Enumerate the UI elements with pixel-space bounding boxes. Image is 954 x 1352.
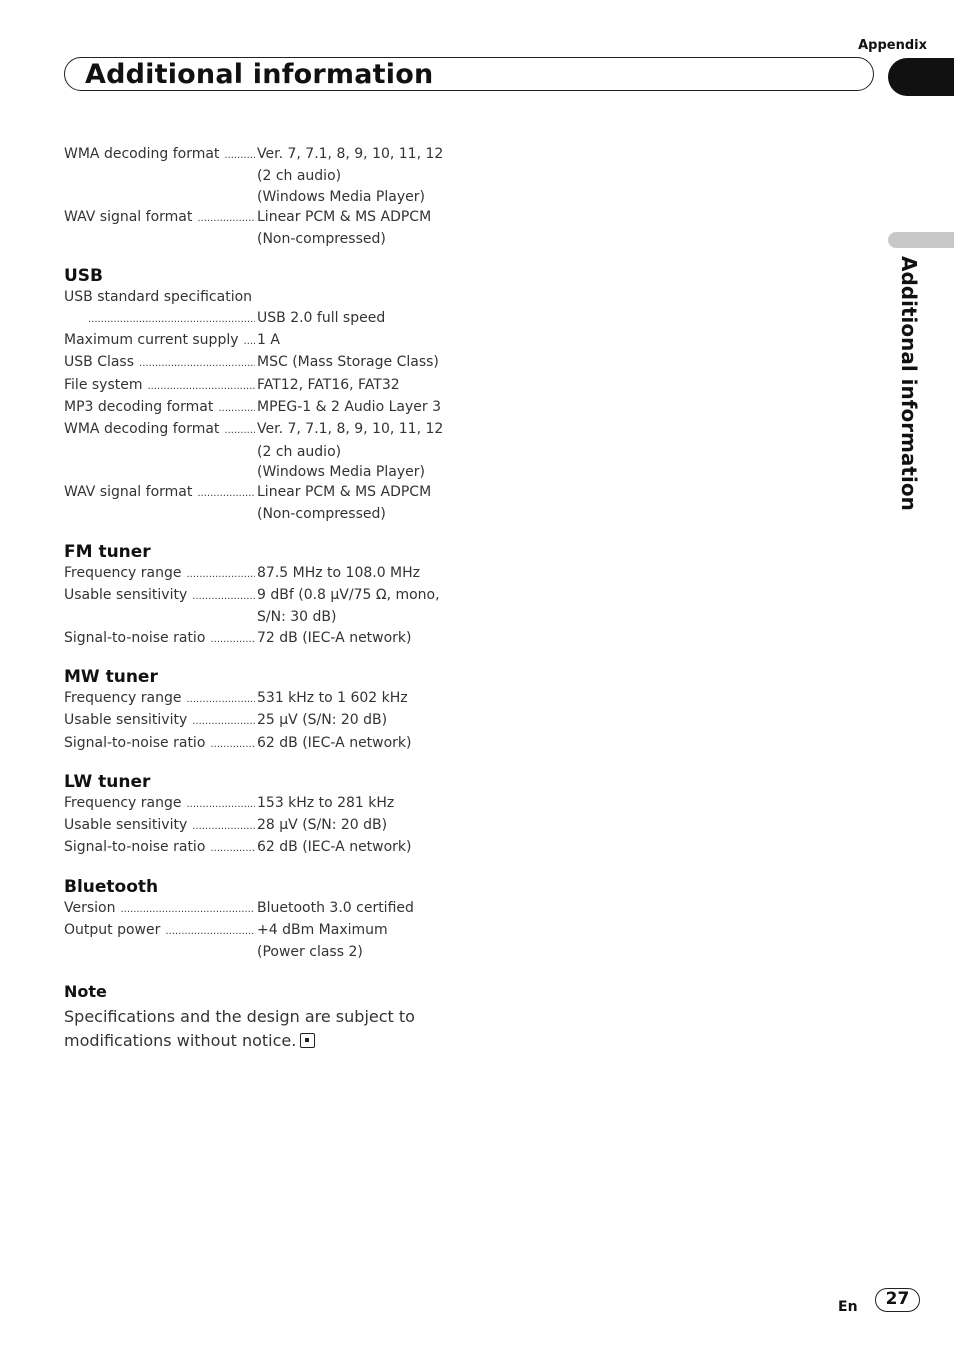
- spec-label-text: USB Class: [64, 354, 135, 371]
- dot-leader: [139, 352, 255, 374]
- spec-value: Ver. 7, 7.1, 8, 9, 10, 11, 12: [257, 146, 444, 162]
- spec-row: [64, 607, 464, 627]
- spec-value: MPEG-1 & 2 Audio Layer 3: [257, 398, 441, 415]
- dot-leader: [192, 815, 255, 837]
- page-title: Additional information: [85, 59, 434, 90]
- section-heading: USB: [64, 266, 104, 287]
- spec-label-text: WAV signal format: [64, 208, 193, 225]
- section-heading: Bluetooth: [64, 876, 159, 897]
- spec-label: [64, 442, 257, 462]
- section-heading: FM tuner: [64, 541, 151, 562]
- spec-label: [64, 837, 257, 859]
- spec-label: [64, 330, 257, 352]
- note-heading: Note: [64, 981, 107, 1001]
- spec-value: 62 dB (IEC-A network): [257, 839, 412, 856]
- dot-leader: [186, 688, 255, 710]
- section-tab-grey: [888, 232, 954, 248]
- spec-row: [64, 898, 464, 920]
- spec-row: [64, 187, 464, 207]
- spec-label: [64, 187, 257, 207]
- spec-label: [64, 710, 257, 732]
- spec-label: [64, 815, 257, 837]
- spec-row: [64, 563, 464, 585]
- dot-leader: [224, 419, 255, 441]
- note-body: Specifications and the design are subject to modifications without notice.: [64, 1006, 415, 1050]
- dot-leader: [210, 837, 255, 859]
- spec-label: [64, 308, 257, 330]
- spec-row: [64, 628, 464, 650]
- spec-value: 9 dBf (0.8 µV/75 Ω, mono,: [257, 587, 440, 604]
- spec-label-text: Maximum current supply: [64, 332, 239, 349]
- title-bar: [64, 57, 874, 91]
- spec-row: [64, 688, 464, 710]
- spec-value: 72 dB (IEC-A network): [257, 629, 412, 646]
- spec-label: [64, 352, 257, 374]
- spec-row: [64, 920, 464, 942]
- spec-value: (Windows Media Player): [257, 188, 425, 205]
- spec-row: [64, 733, 464, 755]
- spec-label-text: File system: [64, 376, 143, 393]
- spec-value: 153 kHz to 281 kHz: [257, 794, 395, 811]
- spec-row: [64, 710, 464, 732]
- language-code: En: [838, 1299, 858, 1315]
- spec-label: [64, 375, 257, 397]
- spec-label: [64, 607, 257, 627]
- spec-label-text: Frequency range: [64, 689, 182, 706]
- spec-row: [64, 166, 464, 186]
- page-number: 27: [875, 1288, 920, 1312]
- spec-value: 87.5 MHz to 108.0 MHz: [257, 564, 421, 581]
- spec-label-text: Usable sensitivity: [64, 712, 188, 729]
- spec-label: [64, 397, 257, 419]
- spec-row: [64, 942, 464, 962]
- stop-square-icon: [300, 1033, 315, 1048]
- spec-row: [64, 375, 464, 397]
- spec-row: [64, 352, 464, 374]
- spec-label: [64, 166, 257, 186]
- spec-value: 531 kHz to 1 602 kHz: [257, 689, 408, 706]
- appendix-label: Appendix: [858, 38, 927, 53]
- spec-row: [64, 482, 464, 504]
- spec-label-text: Signal-to-noise ratio: [64, 734, 206, 751]
- spec-label: [64, 942, 257, 962]
- spec-label-text: WMA decoding format: [64, 146, 220, 162]
- spec-label: [64, 144, 257, 166]
- spec-row: [64, 837, 464, 859]
- spec-value: (2 ch audio): [257, 168, 342, 185]
- spec-row: [64, 330, 464, 352]
- spec-label-text: Output power: [64, 922, 161, 939]
- dot-leader: [197, 482, 255, 504]
- spec-label-text: MP3 decoding format: [64, 398, 214, 415]
- spec-value: S/N: 30 dB): [257, 609, 337, 626]
- spec-value: (Power class 2): [257, 944, 363, 961]
- dot-leader: [210, 628, 255, 650]
- spec-row: [64, 287, 464, 307]
- dot-leader: [218, 397, 255, 419]
- section-tab-black: [888, 58, 954, 96]
- dot-leader: [120, 898, 255, 920]
- dot-leader: [192, 710, 255, 732]
- spec-label-text: USB standard specification: [64, 289, 253, 306]
- dot-leader: [165, 920, 255, 942]
- spec-label: [64, 462, 257, 482]
- spec-label: [64, 688, 257, 710]
- spec-value: (Non-compressed): [257, 231, 386, 248]
- spec-value: 28 µV (S/N: 20 dB): [257, 817, 388, 834]
- spec-value: +4 dBm Maximum: [257, 922, 388, 939]
- spec-label: [64, 504, 257, 524]
- spec-label-text: Signal-to-noise ratio: [64, 839, 206, 856]
- spec-label-text: WAV signal format: [64, 484, 193, 501]
- spec-row: [64, 815, 464, 837]
- spec-row: [64, 419, 464, 441]
- dot-leader: [210, 733, 255, 755]
- spec-row: [64, 585, 464, 607]
- spec-label: [64, 628, 257, 650]
- spec-label: [64, 585, 257, 607]
- spec-row: [64, 793, 464, 815]
- spec-label: [64, 733, 257, 755]
- spec-label: [64, 287, 252, 307]
- spec-value: FAT12, FAT16, FAT32: [257, 376, 400, 393]
- spec-label-text: Usable sensitivity: [64, 817, 188, 834]
- dot-leader: [186, 563, 255, 585]
- spec-label: [64, 563, 257, 585]
- spec-row: [64, 308, 464, 330]
- spec-label-text: WMA decoding format: [64, 421, 220, 438]
- spec-row: [64, 442, 464, 462]
- spec-value: Bluetooth 3.0 certified: [257, 899, 414, 916]
- spec-label: [64, 920, 257, 942]
- spec-value: (2 ch audio): [257, 443, 342, 460]
- spec-label-text: Frequency range: [64, 564, 182, 581]
- spec-value: MSC (Mass Storage Class): [257, 354, 439, 371]
- spec-row: [64, 144, 464, 166]
- dot-leader: [192, 585, 255, 607]
- spec-value: 62 dB (IEC-A network): [257, 734, 412, 751]
- spec-label: [64, 229, 257, 249]
- spec-content: [64, 144, 464, 1053]
- spec-label-text: Signal-to-noise ratio: [64, 629, 206, 646]
- spec-value: Linear PCM & MS ADPCM: [257, 208, 432, 225]
- spec-value: Ver. 7, 7.1, 8, 9, 10, 11, 12: [257, 421, 444, 438]
- dot-leader: [148, 375, 256, 397]
- spec-label-text: Usable sensitivity: [64, 587, 188, 604]
- spec-value: (Non-compressed): [257, 506, 386, 523]
- spec-label: [64, 793, 257, 815]
- spec-label: [64, 207, 257, 229]
- spec-row: [64, 397, 464, 419]
- dot-leader: [88, 308, 255, 330]
- spec-label-text: Version: [64, 899, 116, 916]
- spec-row: [64, 504, 464, 524]
- side-section-title: Additional information: [897, 256, 921, 511]
- spec-value: 1 A: [257, 332, 280, 349]
- spec-label: [64, 482, 257, 504]
- dot-leader: [186, 793, 255, 815]
- spec-row: [64, 462, 464, 482]
- spec-label-text: Frequency range: [64, 794, 182, 811]
- spec-label: [64, 419, 257, 441]
- note-text: [64, 1005, 464, 1053]
- section-heading: MW tuner: [64, 666, 158, 687]
- dot-leader: [224, 144, 255, 166]
- spec-value: USB 2.0 full speed: [257, 309, 386, 326]
- spec-label: [64, 898, 257, 920]
- spec-row: [64, 229, 464, 249]
- dot-leader: [244, 330, 255, 352]
- section-heading: LW tuner: [64, 771, 151, 792]
- spec-value: 25 µV (S/N: 20 dB): [257, 712, 388, 729]
- spec-row: [64, 207, 464, 229]
- dot-leader: [197, 207, 255, 229]
- spec-value: Linear PCM & MS ADPCM: [257, 484, 432, 501]
- spec-value: (Windows Media Player): [257, 463, 425, 480]
